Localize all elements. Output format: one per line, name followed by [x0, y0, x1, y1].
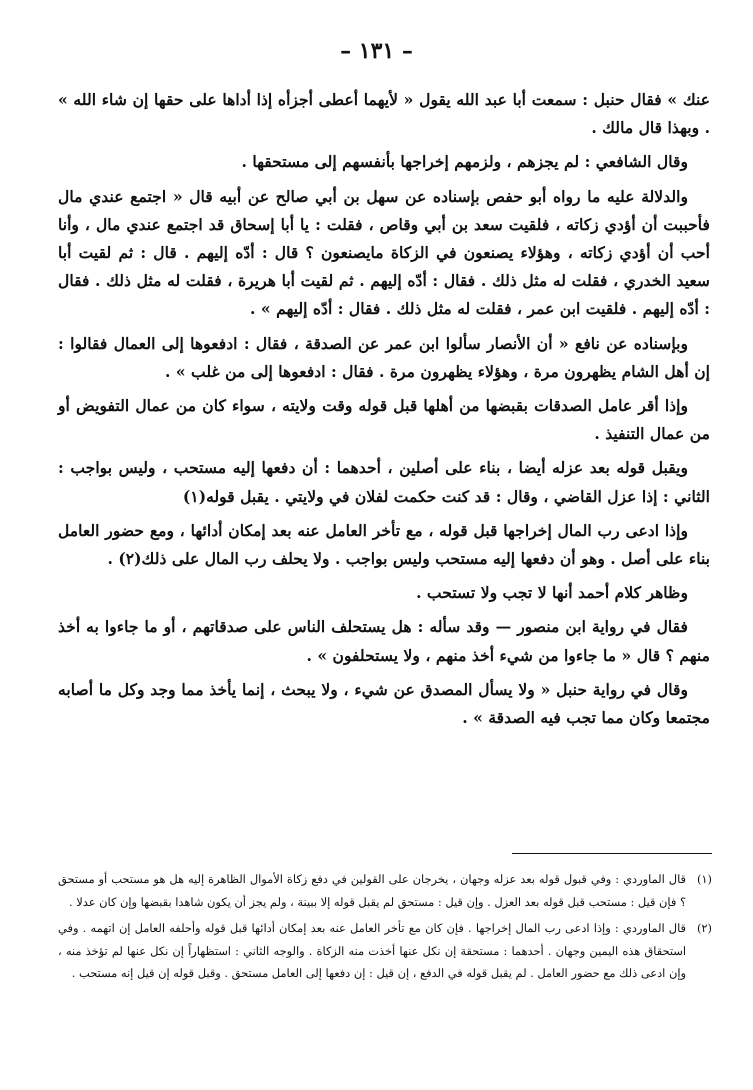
paragraph: وقال في رواية حنبل « ولا يسأل المصدق عن شيء ، ولا يبحث ، إنما يأخذ مما وجد وكل ما أصابه مجتمعا وكان مما تجب فيه الصدقة » . [58, 679, 710, 728]
paragraph: وبإسناده عن نافع « أن الأنصار سألوا ابن عمر عن الصدقة ، فقال : ادفعوها إلى العمال فقالوا : إن أهل الشام يظهرون مرة ، وهؤلاء يظهرون مرة . فقال : ادفعوها إلى من غلب » . [58, 333, 710, 381]
paragraph: وإذا ادعى رب المال إخراجها قبل قوله ، مع تأخر العامل عنه بعد إمكان أدائها ، ومع حضور العامل بناء على أصل . وهو أن دفعها إليه مستحب وليس بواجب . ولا يحلف رب المال على ذلك(٢) . [58, 520, 710, 569]
page-number: – ١٣١ – [340, 38, 413, 64]
footnote [58, 868, 712, 913]
footnote-number: (١) [696, 872, 712, 886]
paragraph: عنك » فقال حنبل : سمعت أبا عبد الله يقول « لأيهما أعطى أجزأه إذا أداها على حقها إن شاء الله » . وبهذا قال مالك . [58, 90, 710, 138]
paragraph: وقال الشافعي : لم يجزهم ، ولزمهم إخراجها بأنفسهم إلى مستحقها . [241, 152, 688, 172]
paragraph: فقال في رواية ابن منصور — وقد سأله : هل يستحلف الناس على صدقاتهم ، أو ما جاءوا به أخذ منهم ؟ قال « ما جاءوا من شيء أخذ منهم ، ولا يستحلفون » . [58, 617, 710, 665]
footnote-divider [512, 853, 712, 854]
paragraph: وإذا أقر عامل الصدقات بقبضها من أهلها قبل قوله وقت ولايته ، سواء كان من عمال التفويض أو من عمال التنفيذ . [58, 396, 710, 444]
footnote-text: قال الماوردي : وفي قبول قوله بعد عزله وجهان ، يخرجان على القولين في دفع زكاة الأموال الظاهرة إليه هل هو مستحب أو مستحق ؟ فإن قيل : مستحب قبل قوله بعد العزل . وإن قيل : مستحق لم يقبل قوله إلا ببينة ، ولم يجز أن يكون شاهدا بقبضها وإن كان عدلا . [58, 872, 686, 909]
footnotes [58, 868, 712, 989]
footnote-number: (٢) [696, 921, 712, 935]
paragraph: ويقبل قوله بعد عزله أيضا ، بناء على أصلين ، أحدهما : أن دفعها إليه مستحب ، وليس بواجب : الثاني : إذا عزل القاضي ، وقال : قد كنت حكمت لفلان في ولايتي . يقبل قوله(١) [58, 458, 710, 506]
paragraph: وظاهر كلام أحمد أنها لا تجب ولا تستحب . [416, 583, 688, 603]
footnote-text: قال الماوردي : وإذا ادعى رب المال إخراجها . فإن كان مع تأخر العامل عنه بعد إمكان أدائها قبل قوله وأحلفه العامل إن اتهمه . وفي استحقاق هذه اليمين وجهان . أحدهما : مستحقة إن نكل عنها أخذت منه الزكاة . والوجه الثاني : استظهاراً إن نكل عنها لم تؤخذ منه ، وإن ادعى ذلك مع حضور العامل . لم يقبل قوله في الدفع ، إن قيل : إن دفعها إلى العامل مستحق . وقبل قوله إن قيل إنه مستحب . [58, 921, 686, 980]
paragraph: والدلالة عليه ما رواه أبو حفص بإسناده عن سهل بن أبي صالح عن أبيه قال « اجتمع عندي مال فأحببت أن أؤدي زكاته ، فلقيت سعد بن أبي وقاص ، فقلت : يا أبا إسحاق قد اجتمع عندي مال ، وأنا أحب أن أؤدي زكاته ، وهؤلاء يصنعون في الزكاة مايصنعون ؟ قال : أدّه إليهم . قال : ثم لقيت أبا سعيد الخدري ، فقلت له مثل ذلك . فقال : أدّه إليهم . ثم لقيت أبا هريرة ، فقلت له مثل ذلك . فقال : أدّه إليهم . فلقيت ابن عمر ، فقلت له مثل ذلك . فقال : أدّه إليهم » . [58, 186, 710, 319]
main-text [58, 86, 710, 738]
footnote [58, 917, 712, 985]
